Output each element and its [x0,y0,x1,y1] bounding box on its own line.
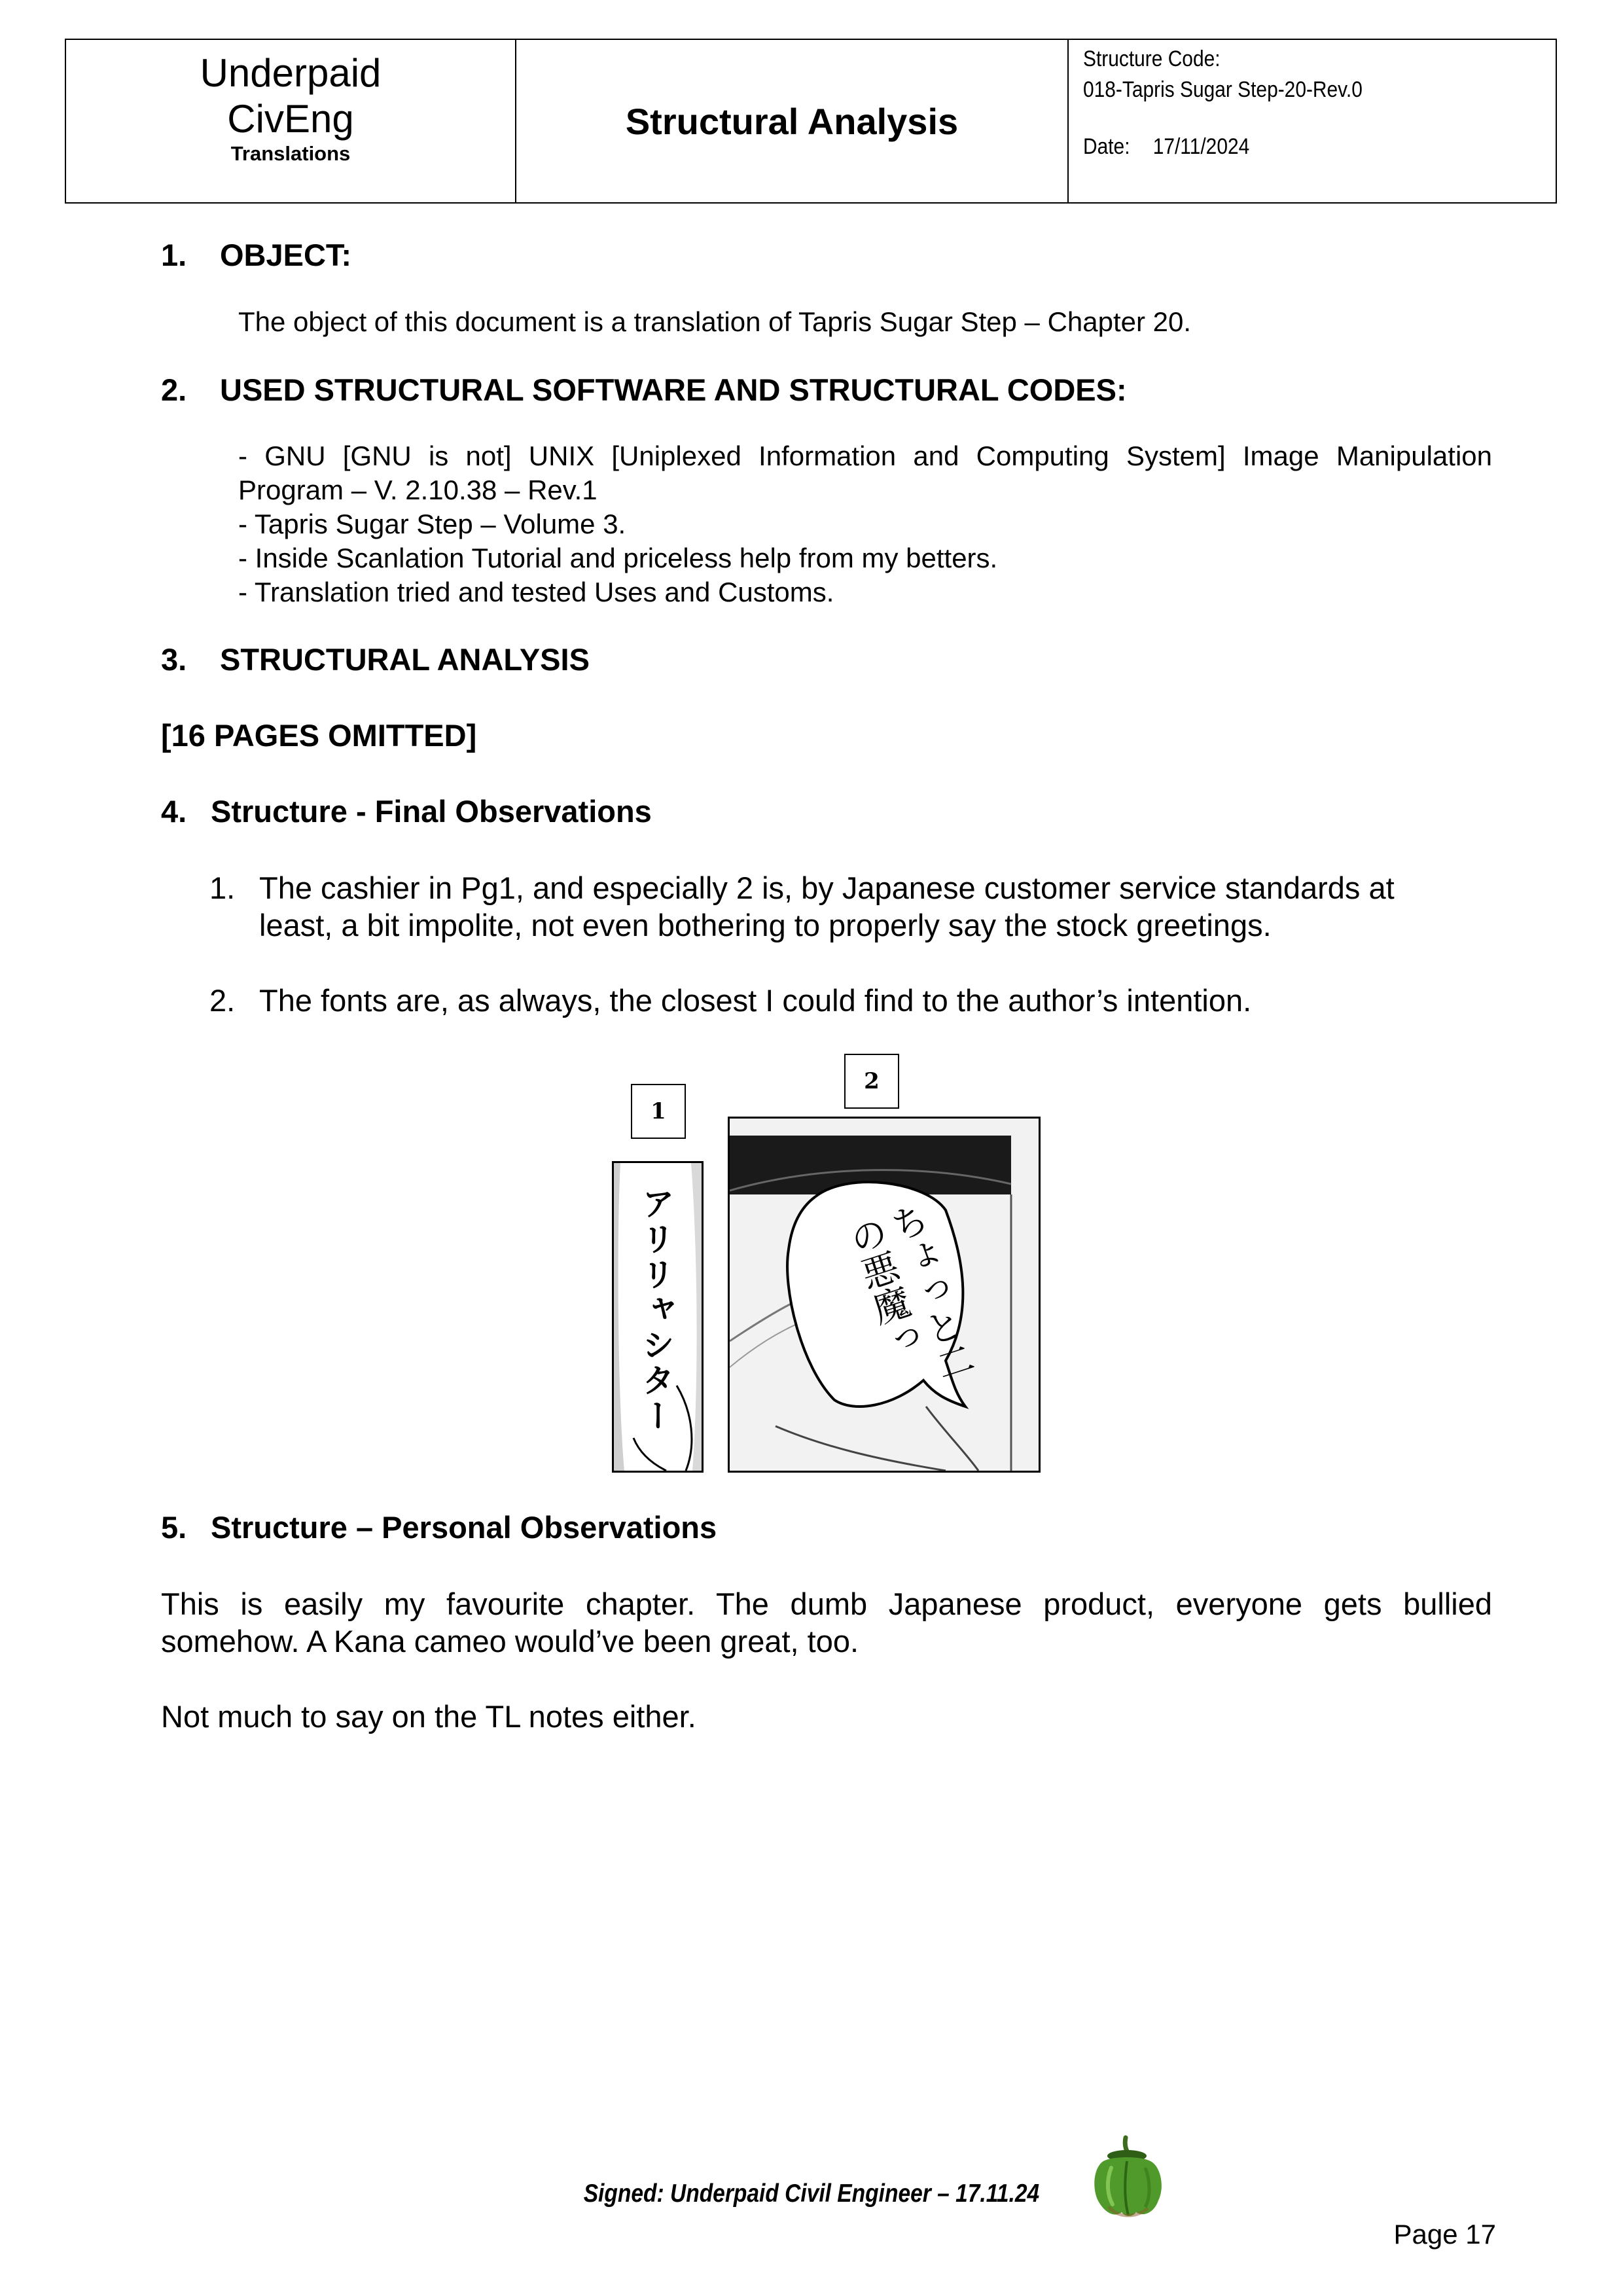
observation-item-1 [209,869,1395,944]
org-name-line2: CivEng [227,97,354,141]
signature-line [0,2179,1623,2208]
section-2-list [238,439,1492,609]
panel-2-text: ちょっと二の悪魔っ [840,1198,978,1386]
item-text: The fonts are, as always, the closest I could find to the author’s intention. [259,983,1252,1018]
date-value: 17/11/2024 [1152,134,1250,159]
software-line: Program – V. 2.10.38 – Rev.1 [238,475,597,505]
org-name-line1: Underpaid [200,51,382,95]
section-2-heading [161,372,1127,408]
item-text: least, a bit impolite, not even bothering to properly say the stock greetings. [259,908,1272,942]
panel-label-1: 1 [631,1084,686,1139]
pages-omitted-note: [16 PAGES OMITTED] [161,718,477,753]
meta-cell [1069,40,1556,202]
date-line [1083,132,1499,162]
structure-code-value: 018-Tapris Sugar Step-20-Rev.0 [1083,77,1363,102]
title-cell [516,40,1069,202]
page-number: Page 17 [1393,2219,1496,2250]
green-bell-pepper-icon [1089,2135,1165,2220]
paragraph-line: somehow. A Kana cameo would’ve been great, too. [161,1624,859,1659]
manga-panel-2 [728,1117,1041,1473]
structure-code-label: Structure Code: [1083,46,1221,71]
section-number: 3. [161,642,187,677]
section-3-heading [161,641,590,678]
section-4-heading [161,793,652,830]
section-number: 2. [161,372,187,407]
section-title: Structure - Final Observations [211,794,652,829]
section-title: USED STRUCTURAL SOFTWARE AND STRUCTURAL CODES: [220,372,1127,407]
codes-line: - Translation tried and tested Uses and Customs. [238,577,834,607]
header-table [65,39,1557,204]
section-1-text: The object of this document is a translation of Tapris Sugar Step – Chapter 20. [238,306,1192,337]
section-number: 1. [161,238,187,272]
tl-notes-paragraph: Not much to say on the TL notes either. [161,1699,696,1734]
section-number: 4. [161,794,187,829]
date-label: Date: [1083,134,1130,159]
signature-text: Signed: Underpaid Civil Engineer – 17.11.24 [583,2179,1040,2208]
section-1-heading [161,237,351,274]
manga-panel-1 [612,1161,704,1473]
item-number: 2. [209,983,236,1018]
codes-line: - Tapris Sugar Step – Volume 3. [238,509,626,539]
section-title: Structure – Personal Observations [211,1510,717,1545]
codes-line: - Inside Scanlation Tutorial and priceless help from my betters. [238,543,998,573]
personal-observations-paragraph [161,1585,1492,1660]
item-number: 1. [209,870,236,905]
observation-item-2 [209,982,1251,1019]
org-cell [66,40,516,202]
paragraph-line: This is easily my favourite chapter. The dumb Japanese product, everyone gets bullied [161,1587,1492,1621]
section-title: OBJECT: [220,238,352,272]
section-number: 5. [161,1510,187,1545]
section-title: STRUCTURAL ANALYSIS [220,642,590,677]
section-5-heading [161,1509,717,1546]
org-subtitle: Translations [230,142,351,165]
document-title: Structural Analysis [625,100,959,142]
panel-label-2: 2 [844,1054,899,1109]
item-text: The cashier in Pg1, and especially 2 is, by Japanese customer service standards at [259,870,1395,905]
panel-1-text: アリリャシター [637,1187,675,1434]
software-line: - GNU [GNU is not] UNIX [Uniplexed Information and Computing System] Image Manipulation [238,440,1492,471]
